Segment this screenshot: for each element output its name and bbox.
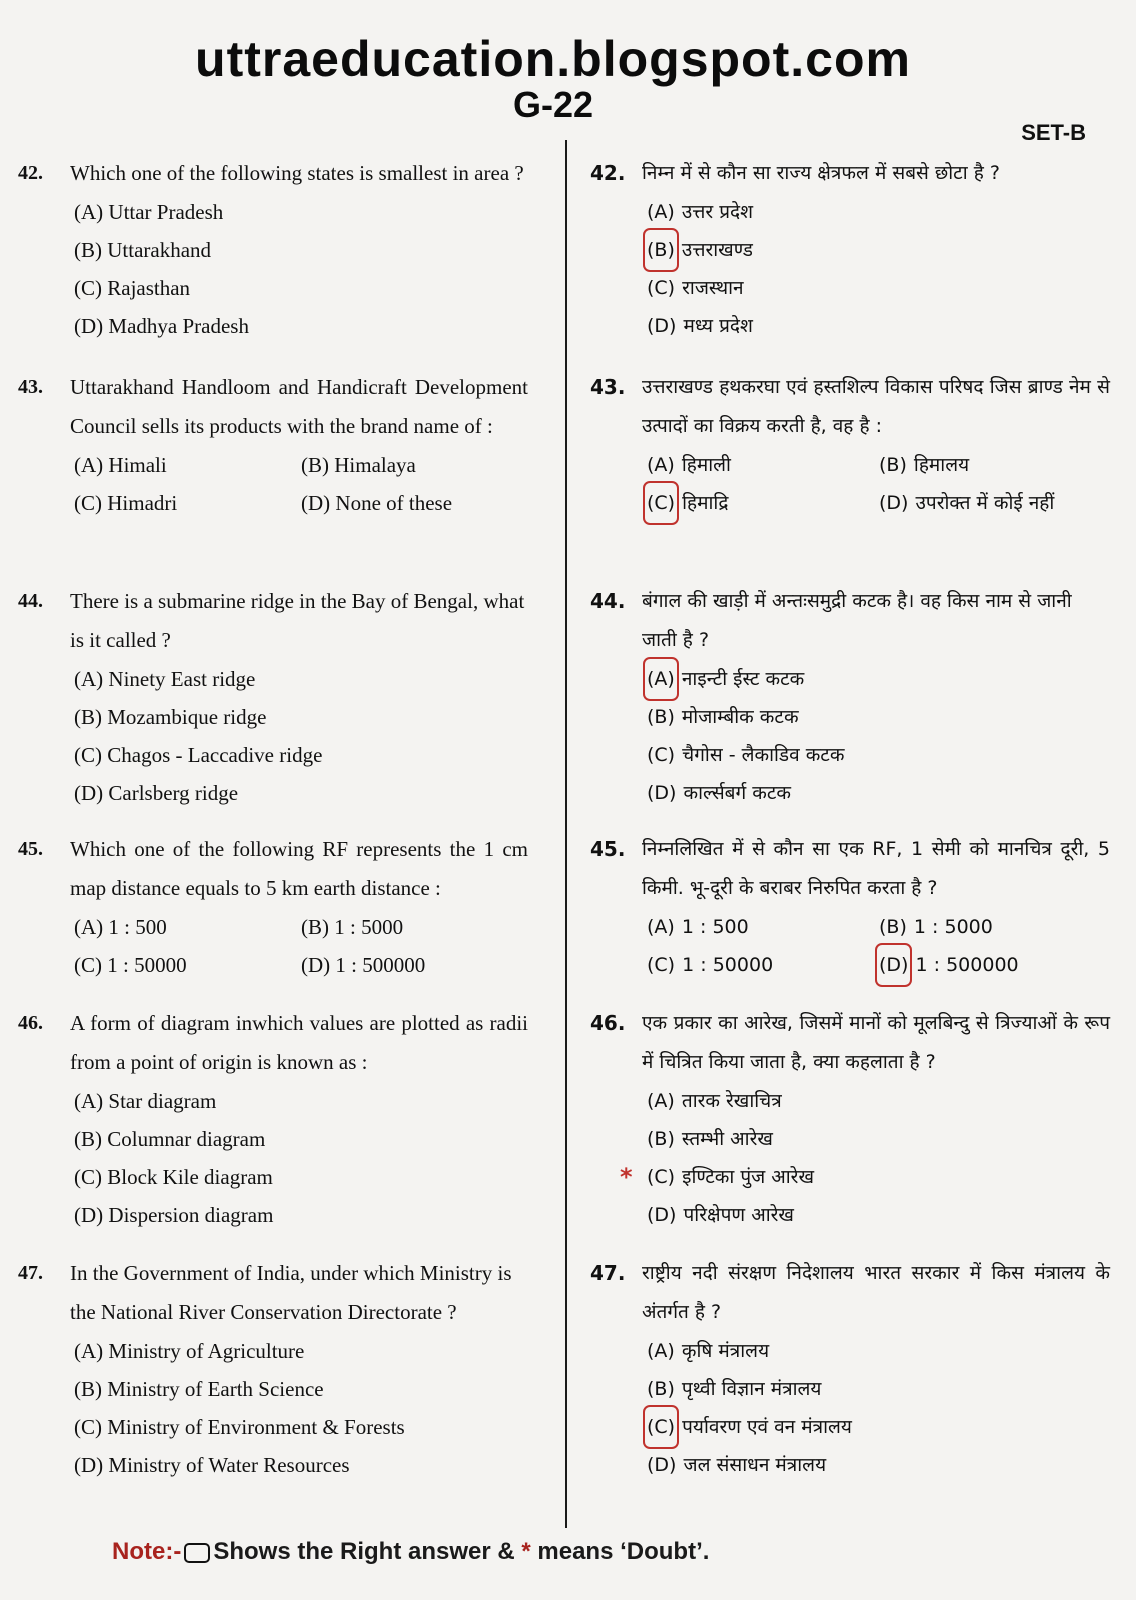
options xyxy=(18,660,528,812)
question-text: Which one of the following RF represents the 1 cm map distance equals to 5 km earth distance : xyxy=(70,837,528,900)
option-text: तारक रेखाचित्र xyxy=(681,1090,782,1112)
option-c: (C) Block Kile diagram xyxy=(74,1165,273,1189)
option-letter: (C) xyxy=(647,744,676,766)
option-letter: (B) xyxy=(879,916,907,938)
option-letter: (A) xyxy=(647,454,675,476)
option-text: कृषि मंत्रालय xyxy=(681,1340,770,1362)
question-number: 43. xyxy=(590,375,626,399)
option-letter: (B) xyxy=(879,454,907,476)
option-b: (B) Ministry of Earth Science xyxy=(74,1377,324,1401)
question-text: उत्तराखण्ड हथकरघा एवं हस्तशिल्प विकास परिषद जिस ब्राण्ड नेम से उत्पादों का विक्रय करती है, वह है : xyxy=(642,376,1110,437)
question-number: 45. xyxy=(18,838,43,860)
option-text: इण्टिका पुंज आरेख xyxy=(682,1166,814,1188)
option-text: उत्तर प्रदेश xyxy=(681,201,754,223)
option-a: (A) Himali xyxy=(74,453,167,477)
option-c xyxy=(620,1158,1110,1196)
question-text: बंगाल की खाड़ी में अन्तःसमुद्री कटक है। वह किस नाम से जानी जाती है ? xyxy=(642,590,1072,651)
correct-answer-marker: (A) xyxy=(646,660,676,698)
question-text: There is a submarine ridge in the Bay of Bengal, what is it called ? xyxy=(70,589,525,652)
question-44-en xyxy=(18,582,528,830)
option-text: पृथ्वी विज्ञान मंत्रालय xyxy=(681,1378,822,1400)
option-text: हिमालय xyxy=(913,454,970,476)
question-47-hi xyxy=(590,1254,1110,1484)
option-d xyxy=(646,1196,1110,1234)
question-46-hi xyxy=(590,1004,1110,1254)
question-45-hi xyxy=(590,830,1110,1004)
option-text: मोजाम्बीक कटक xyxy=(681,706,799,728)
option-text: चैगोस - लैकाडिव कटक xyxy=(682,744,845,766)
option-letter: (B) xyxy=(647,1378,675,1400)
question-number: 44. xyxy=(18,590,43,612)
option-a: (A) Uttar Pradesh xyxy=(74,200,224,224)
hindi-column xyxy=(590,154,1110,1484)
question-43-en xyxy=(18,368,528,582)
option-text: 1 : 5000 xyxy=(913,916,993,938)
option-letter: (A) xyxy=(647,1340,675,1362)
question-text: Uttarakhand Handloom and Handicraft Development Council sells its products with the brand name of : xyxy=(70,375,528,438)
paper-code: G-22 xyxy=(512,84,594,125)
question-number: 46. xyxy=(590,1011,626,1035)
question-number: 47. xyxy=(18,1262,43,1284)
option-letter: (D) xyxy=(879,492,909,514)
question-text: In the Government of India, under which Ministry is the National River Conservation Directorate ? xyxy=(70,1261,512,1324)
option-d: (D) 1 : 500000 xyxy=(301,953,426,977)
question-text: A form of diagram inwhich values are plotted as radii from a point of origin is known as : xyxy=(70,1011,528,1074)
doubt-star-marker: * xyxy=(620,1163,633,1191)
option-text: उपरोक्त में कोई नहीं xyxy=(915,492,1055,514)
option-text: हिमाद्रि xyxy=(682,492,729,514)
option-letter: (A) xyxy=(647,201,675,223)
option-b xyxy=(646,231,1110,269)
doubt-star-legend-icon: * xyxy=(521,1538,531,1565)
correct-answer-marker: (D) xyxy=(878,946,909,984)
option-text: परिक्षेपण आरेख xyxy=(683,1204,794,1226)
option-b xyxy=(646,1370,1110,1408)
set-label: SET-B xyxy=(1021,120,1086,145)
option-a: (A) Star diagram xyxy=(74,1089,217,1113)
option-letter: (B) xyxy=(647,706,675,728)
options xyxy=(18,193,528,345)
option-b: (B) Himalaya xyxy=(301,453,416,477)
option-a: (A) Ministry of Agriculture xyxy=(74,1339,305,1363)
question-42-hi xyxy=(590,154,1110,368)
option-d xyxy=(646,307,1110,345)
option-letter: (D) xyxy=(647,782,677,804)
option-c xyxy=(646,484,878,522)
site-title: uttraeducation.blogspot.com xyxy=(195,31,911,87)
option-text: जल संसाधन मंत्रालय xyxy=(683,1454,827,1476)
correct-answer-marker: (C) xyxy=(646,484,676,522)
options xyxy=(18,1082,528,1234)
option-d xyxy=(646,1446,1110,1484)
option-text: हिमाली xyxy=(681,454,731,476)
option-d: (D) Carlsberg ridge xyxy=(74,781,239,805)
option-letter: (A) xyxy=(647,916,675,938)
options xyxy=(590,1332,1110,1484)
question-42-en xyxy=(18,154,528,368)
question-text: निम्नलिखित में से कौन सा एक RF, 1 सेमी को मानचित्र दूरी, 5 किमी. भू-दूरी के बराबर निरुपित करता है ? xyxy=(642,838,1110,899)
option-text: पर्यावरण एवं वन मंत्रालय xyxy=(682,1416,852,1438)
option-c: (C) Rajasthan xyxy=(74,276,191,300)
option-letter: (B) xyxy=(647,1128,675,1150)
question-number: 42. xyxy=(18,162,43,184)
question-47-en xyxy=(18,1254,528,1484)
option-c: (C) Ministry of Environment & Forests xyxy=(74,1415,405,1439)
option-letter: (C) xyxy=(647,1166,676,1188)
option-text: 1 : 50000 xyxy=(682,954,774,976)
option-a: (A) 1 : 500 xyxy=(74,915,167,939)
option-b: (B) Columnar diagram xyxy=(74,1127,266,1151)
option-text: नाइन्टी ईस्ट कटक xyxy=(681,668,805,690)
options xyxy=(590,908,1110,984)
option-text: 1 : 500 xyxy=(681,916,749,938)
question-number: 45. xyxy=(590,837,626,861)
options xyxy=(590,193,1110,345)
option-text: मध्य प्रदेश xyxy=(683,315,753,337)
note-text-box: Shows the Right answer & xyxy=(213,1538,515,1565)
question-43-hi xyxy=(590,368,1110,582)
option-c: (C) Chagos - Laccadive ridge xyxy=(74,743,323,767)
option-d: (D) None of these xyxy=(301,491,453,515)
question-number: 46. xyxy=(18,1012,43,1034)
question-44-hi xyxy=(590,582,1110,830)
option-d: (D) Madhya Pradesh xyxy=(74,314,249,338)
answer-box-legend-icon xyxy=(184,1543,210,1563)
option-a xyxy=(646,660,1110,698)
note-text-star: means ‘Doubt’. xyxy=(537,1538,710,1565)
question-number: 43. xyxy=(18,376,43,398)
option-d: (D) Dispersion diagram xyxy=(74,1203,274,1227)
option-text: स्तम्भी आरेख xyxy=(681,1128,773,1150)
option-c xyxy=(646,269,1110,307)
option-text: कार्ल्सबर्ग कटक xyxy=(683,782,792,804)
option-b xyxy=(646,1120,1110,1158)
question-number: 42. xyxy=(590,161,626,185)
option-d xyxy=(646,774,1110,812)
question-text: निम्न में से कौन सा राज्य क्षेत्रफल में सबसे छोटा है ? xyxy=(642,162,1000,184)
question-number: 44. xyxy=(590,589,626,613)
question-45-en xyxy=(18,830,528,1004)
option-c xyxy=(646,946,878,984)
option-text: उत्तराखण्ड xyxy=(681,239,753,261)
column-divider xyxy=(565,140,567,1528)
option-text: राजस्थान xyxy=(682,277,744,299)
option-c: (C) Himadri xyxy=(74,491,178,515)
option-a xyxy=(646,446,878,484)
option-text: 1 : 500000 xyxy=(915,954,1019,976)
option-a xyxy=(646,908,878,946)
correct-answer-marker: (B) xyxy=(646,231,676,269)
note-prefix: Note:- xyxy=(112,1538,182,1565)
option-d: (D) Ministry of Water Resources xyxy=(74,1453,350,1477)
option-letter: (D) xyxy=(647,1204,677,1226)
options xyxy=(590,446,1110,522)
option-b: (B) Uttarakhand xyxy=(74,238,212,262)
question-46-en xyxy=(18,1004,528,1254)
option-letter: (A) xyxy=(647,1090,675,1112)
option-a: (A) Ninety East ridge xyxy=(74,667,256,691)
option-d xyxy=(878,946,1110,984)
option-a xyxy=(646,1082,1110,1120)
option-b xyxy=(878,908,1110,946)
question-number: 47. xyxy=(590,1261,626,1285)
option-b: (B) Mozambique ridge xyxy=(74,705,267,729)
options xyxy=(590,1082,1110,1234)
option-letter: (D) xyxy=(647,315,677,337)
options xyxy=(590,660,1110,812)
option-c xyxy=(646,1408,1110,1446)
option-c xyxy=(646,736,1110,774)
footer-note xyxy=(112,1538,709,1566)
option-letter: (D) xyxy=(647,1454,677,1476)
option-b xyxy=(878,446,1110,484)
english-column xyxy=(18,154,528,1484)
option-b: (B) 1 : 5000 xyxy=(301,915,404,939)
option-b xyxy=(646,698,1110,736)
question-text: एक प्रकार का आरेख, जिसमें मानों को मूलबिन्दु से त्रिज्याओं के रूप में चित्रित किया जाता है, क्या कहलाता है ? xyxy=(642,1012,1110,1073)
option-a xyxy=(646,1332,1110,1370)
option-letter: (C) xyxy=(647,954,676,976)
option-a xyxy=(646,193,1110,231)
options xyxy=(18,908,528,984)
correct-answer-marker: (C) xyxy=(646,1408,676,1446)
question-text: Which one of the following states is smallest in area ? xyxy=(70,161,524,185)
options xyxy=(18,446,528,522)
option-d xyxy=(878,484,1110,522)
options xyxy=(18,1332,528,1484)
option-c: (C) 1 : 50000 xyxy=(74,953,187,977)
question-text: राष्ट्रीय नदी संरक्षण निदेशालय भारत सरकार में किस मंत्रालय के अंतर्गत है ? xyxy=(642,1262,1110,1323)
option-letter: (C) xyxy=(647,277,676,299)
